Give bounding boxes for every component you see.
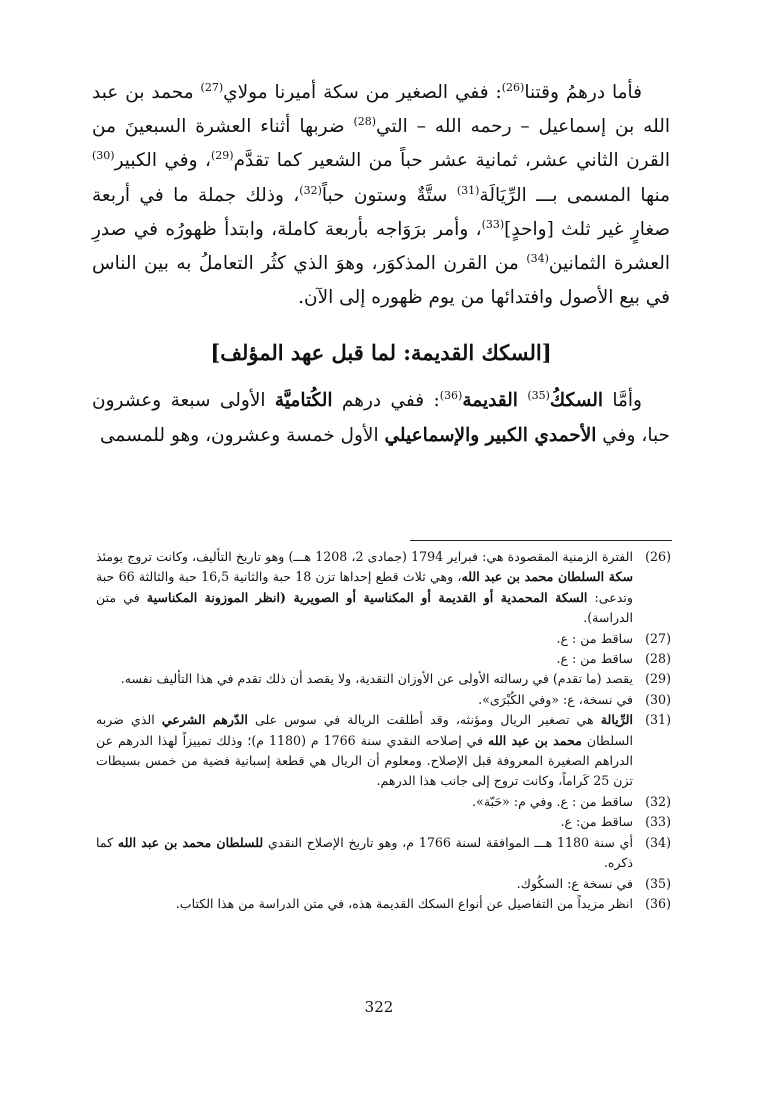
footnote-segment: في نسخة ع: السكُوك. xyxy=(516,875,633,891)
bold-term: القديمة xyxy=(462,390,518,412)
footnote-text xyxy=(96,547,633,629)
footnote-text xyxy=(96,649,633,669)
paragraph-segment: فأما درهمُ وقتنا xyxy=(524,82,642,103)
footnote-segment: في نسخة، ع: «وفي الكُبْرَى». xyxy=(478,691,633,707)
footnote-number: (26) xyxy=(645,549,671,564)
footnote-ref: (27) xyxy=(200,80,224,94)
footnote-ref: (26) xyxy=(501,80,525,94)
page-number: 322 xyxy=(364,998,394,1016)
footnote-item xyxy=(96,894,671,914)
bold-term: الكُتاميَّة xyxy=(274,390,333,412)
footnote-text xyxy=(96,833,633,874)
footnote-item xyxy=(96,710,671,792)
footnote-segment: ، وهي ثلاث قطع إحداها تزن 18 حبة والثانية 16,5 حبة والثالثة 66 حبة وتدعى: xyxy=(96,569,633,605)
footnote-number: (36) xyxy=(645,895,671,911)
footnote-bold-segment: محمد بن عبد الله xyxy=(488,732,582,748)
footnote-bold-segment: للسلطان محمد بن عبد الله xyxy=(117,834,264,850)
footnote-number: (28) xyxy=(645,651,671,667)
footnote-segment: هي تصغير الريال ومؤنثه، وقد أطلقت الريالة في سوس على xyxy=(247,712,601,728)
footnote-item xyxy=(96,547,671,629)
footnote-ref: (29) xyxy=(211,149,234,163)
footnote-bold-segment: سكة السلطان محمد بن عبد الله xyxy=(461,569,633,585)
footnote-segment: الذي ضربه السلطان xyxy=(96,712,633,748)
footnote-item xyxy=(96,812,671,832)
footnote-ref: (35) xyxy=(527,389,550,403)
footnote-text xyxy=(96,629,633,649)
footnote-ref: (33) xyxy=(481,217,505,231)
footnote-segment: يقصد (ما تقدم) في رسالته الأولى عن الأوزان النقدية، ولا يقصد أن ذلك تقدم في هذا التأليف نفسه. xyxy=(120,671,633,687)
footnote-text xyxy=(96,874,633,894)
footnote-segment: كما ذكره. xyxy=(96,834,633,871)
paragraph-segment: الأولى سبعة وعشرون حبا، وفي xyxy=(92,390,670,446)
paragraph-segment: محمد بن عبد الله بن إسماعيل – رحمه الله – التي xyxy=(92,82,670,138)
footnotes-section xyxy=(96,547,671,914)
paragraph-segment: ضربها أثناء العشرة السبعينَ من القرن الثاني عشر، ثمانية عشر حباً من الشعير كما تقدَّم xyxy=(92,116,671,172)
paragraph-segment: منها المسمى بـــ الرِّيَالَة xyxy=(479,184,670,206)
footnote-segment: أي سنة 1180 هـــ الموافقة لسنة 1766 م، وهو تاريخ الإصلاح النقدي xyxy=(263,834,633,850)
footnote-number: (27) xyxy=(645,630,671,646)
footnote-item xyxy=(96,629,671,649)
footnote-ref: (32) xyxy=(299,183,322,197)
footnote-segment: ساقط من : ع. وفي م: «حَبّة». xyxy=(472,793,633,809)
footnote-item xyxy=(96,833,671,874)
paragraph-current-dirham xyxy=(92,76,670,315)
footnote-segment: ساقط من : ع. xyxy=(556,630,633,646)
footnote-segment: انظر مزيداً من التفاصيل عن أنواع السكك القديمة هذه، في متن الدراسة من هذا الكتاب. xyxy=(175,895,633,911)
paragraph-segment: ، وأمر برَوَاجه بأربعة كاملة، وابتدأ ظهورُه في صدرِ العشرة الثمانين xyxy=(92,218,670,275)
footnote-segment: في متن الدراسة). xyxy=(96,589,633,626)
footnote-text xyxy=(96,690,633,710)
footnote-text xyxy=(96,792,633,812)
footnote-bold-segment: الرِّيالة xyxy=(600,712,633,728)
footnote-bold-segment: الدّرهم الشرعي xyxy=(161,712,248,728)
paragraph-segment: : ففي الصغير من سكة أميرنا مولاي xyxy=(223,82,502,103)
footnote-number: (32) xyxy=(645,793,671,809)
bold-term: السككُ xyxy=(549,390,603,412)
paragraph-segment: من القرن المذكوَر، وهوَ الذي كثُر التعاملُ به بين الناس في بيع الأصول وافتدائها من يوم ظهوره إلى الآن. xyxy=(92,253,670,309)
footnote-bold-segment: السكة المحمدية أو القديمة أو المكناسية أو الصويرية (انظر الموزونة المكناسية xyxy=(146,589,588,605)
footnote-item xyxy=(96,649,671,669)
footnote-text xyxy=(96,710,633,792)
footnote-number: (34) xyxy=(645,834,671,850)
paragraph-segment: ، وفي الكبير xyxy=(114,150,211,172)
footnote-item xyxy=(96,690,671,710)
footnote-item xyxy=(96,874,671,894)
footnote-segment: ساقط من: ع. xyxy=(560,814,633,830)
footnote-text xyxy=(96,669,633,689)
paragraph-segment: : ففي درهم xyxy=(332,390,440,412)
footnote-ref: (31) xyxy=(456,183,480,197)
bold-term: الأحمدي الكبير والإسماعيلي xyxy=(384,424,597,446)
section-heading: [السكك القديمة: لما قبل عهد المؤلف] xyxy=(210,340,552,366)
main-text xyxy=(92,76,670,453)
paragraph-segment: ، وذلك جملة ما في أربعة صغارٍ غير ثلث [واحدٍ] xyxy=(92,184,671,240)
footnote-ref: (36) xyxy=(439,389,463,403)
paragraph-segment: الأول خمسة وعشرون، وهو للمسمى xyxy=(99,424,385,446)
footnote-item xyxy=(96,792,671,812)
footnote-text xyxy=(96,894,633,914)
footnote-number: (31) xyxy=(645,712,671,728)
footnote-number: (33) xyxy=(645,814,671,830)
footnote-segment: الفترة الزمنية المقصودة هي: فبراير 1794 (جمادى 2، 1208 هـــ) وهو تاريخ التأليف، وكانت تروج يومئذ xyxy=(96,549,633,564)
paragraph-segment xyxy=(518,390,527,411)
footnote-ref: (30) xyxy=(92,149,115,163)
footnote-separator xyxy=(410,540,672,541)
paragraph-segment: ستَّةٌ وستون حباً xyxy=(321,184,457,206)
footnote-item xyxy=(96,669,671,689)
footnote-text xyxy=(96,812,633,832)
footnote-segment: في إصلاحه النقدي سنة 1766 م (1180 م)؛ وذلك تمييزاً لهذا الدرهم عن الدراهم الصغيرة المعروفة قبل الإصلاح. ومعلوم أن الريال هي قطعة إسبانية فضية من خمس بسيطات تزن 25 كَراماً، وكانت تروج إلى جانب هذا الدرهم. xyxy=(96,732,633,789)
footnote-segment: ساقط من : ع. xyxy=(556,651,633,667)
footnote-ref: (34) xyxy=(526,251,549,265)
footnote-number: (29) xyxy=(645,671,671,687)
paragraph-segment: وأمَّا xyxy=(603,390,642,412)
footnote-number: (35) xyxy=(645,875,671,891)
footnote-number: (30) xyxy=(645,691,671,707)
paragraph-old-coins xyxy=(92,384,670,452)
footnote-ref: (28) xyxy=(353,115,377,129)
